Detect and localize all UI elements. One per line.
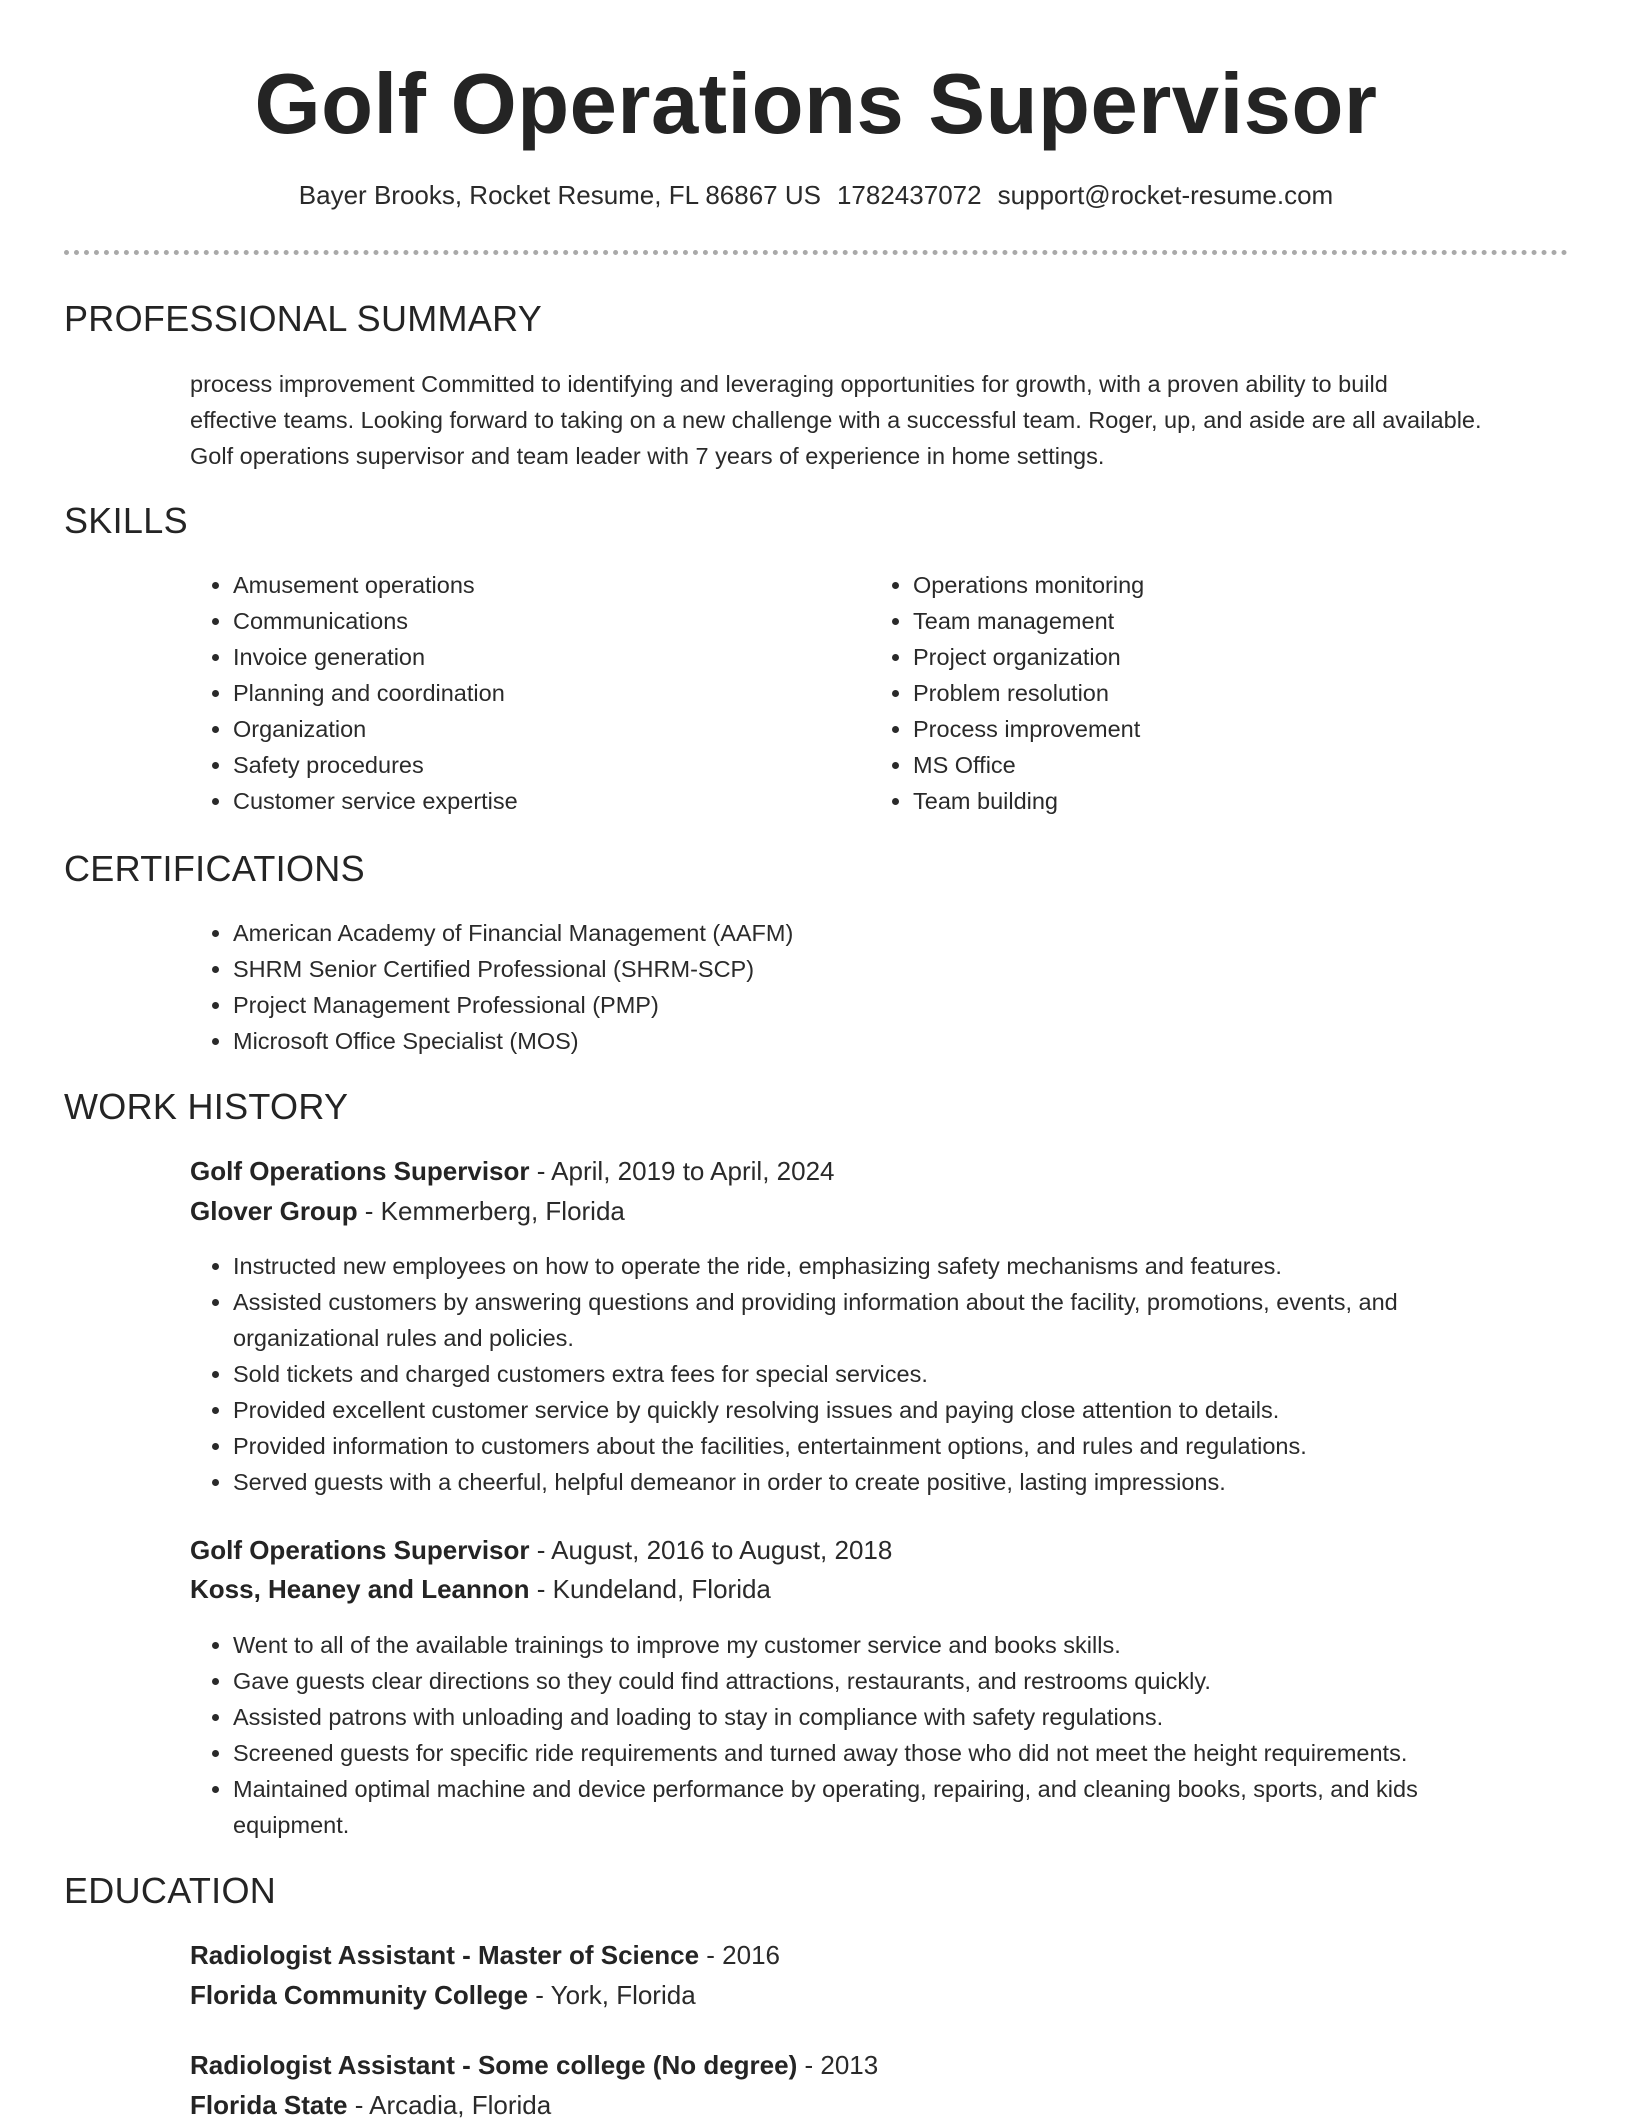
summary-text [190,366,1570,474]
certification-item: • Microsoft Office Specialist (MOS) [233,1023,793,1059]
section-title-education: EDUCATION [64,1870,277,1911]
education-school-line [190,1980,696,2011]
skill-item: • Planning and coordination [233,675,518,711]
skill-item: • Customer service expertise [233,783,518,819]
skill-item: • Team management [913,603,1144,639]
certification-item: • American Academy of Financial Management (AAFM) [233,915,793,951]
job-company: Glover Group [190,1196,358,1226]
job-bullet: • Served guests with a cheerful, helpful demeanor in order to create positive, lasting impressions. [233,1464,1563,1500]
section-title-summary: PROFESSIONAL SUMMARY [64,298,543,339]
skill-item: • Invoice generation [233,639,518,675]
education-school-line [190,2090,551,2121]
education-degree: Radiologist Assistant - Some college (No degree) [190,2050,798,2080]
skill-item: • Project organization [913,639,1144,675]
skills-list-right [870,567,1144,819]
job-bullet [233,1771,1563,1843]
skill-item: • MS Office [913,747,1144,783]
education-year: - 2013 [797,2050,879,2080]
job-title: Golf Operations Supervisor [190,1156,530,1186]
job-bullet-line: Assisted customers by answering questions and providing information about the facility, promotions, events, and [233,1289,1398,1315]
education-school: Florida Community College [190,1980,529,2010]
job-bullet-line: equipment. [233,1812,350,1838]
job-company-line [190,1196,625,1227]
education-degree-line [190,2050,878,2081]
education-degree-line [190,1940,780,1971]
summary-line: process improvement Committed to identifying and leveraging opportunities for growth, with a proven ability to build [190,371,1388,397]
job-location: - Kemmerberg, Florida [357,1196,625,1226]
contact-phone: 1782437072 [836,180,982,210]
certification-item: • Project Management Professional (PMP) [233,987,793,1023]
job-bullet: • Gave guests clear directions so they could find attractions, restaurants, and restrooms quickly. [233,1663,1563,1699]
job-bullet: • Went to all of the available trainings to improve my customer service and books skills. [233,1627,1563,1663]
education-degree: Radiologist Assistant - Master of Science [190,1940,700,1970]
job-bullet [233,1284,1563,1356]
job-bullet: • Sold tickets and charged customers extra fees for special services. [233,1356,1563,1392]
skill-item: • Organization [233,711,518,747]
skill-item: • Team building [913,783,1144,819]
job-title: Golf Operations Supervisor [190,1535,530,1565]
skills-list-left [190,567,518,819]
job-dates: - August, 2016 to August, 2018 [529,1535,893,1565]
skill-item: • Problem resolution [913,675,1144,711]
job-bullet: • Provided excellent customer service by quickly resolving issues and paying close attention to details. [233,1392,1563,1428]
job-dates: - April, 2019 to April, 2024 [529,1156,835,1186]
contact-line [0,180,1632,211]
skill-item: • Amusement operations [233,567,518,603]
resume-name-heading: Golf Operations Supervisor [254,57,1378,152]
skill-item: • Process improvement [913,711,1144,747]
job-bullet: • Screened guests for specific ride requirements and turned away those who did not meet the height requirements. [233,1735,1563,1771]
job-bullet: • Instructed new employees on how to operate the ride, emphasizing safety mechanisms and features. [233,1248,1563,1284]
job-bullet-line: organizational rules and policies. [233,1325,574,1351]
job-company-line [190,1574,771,1605]
header-divider [64,250,1568,255]
job-bullet-line: Maintained optimal machine and device performance by operating, repairing, and cleaning books, sports, and kids [233,1776,1418,1802]
contact-email: support@rocket-resume.com [997,180,1334,210]
section-title-skills: SKILLS [64,500,188,541]
education-location: - York, Florida [528,1980,696,2010]
job-title-line [190,1535,892,1566]
job-location: - Kundeland, Florida [529,1574,771,1604]
certification-item: • SHRM Senior Certified Professional (SHRM-SCP) [233,951,793,987]
job-bullet: • Assisted patrons with unloading and loading to stay in compliance with safety regulations. [233,1699,1563,1735]
job-title-line [190,1156,834,1187]
education-school: Florida State [190,2090,348,2120]
job-company: Koss, Heaney and Leannon [190,1574,530,1604]
section-title-certifications: CERTIFICATIONS [64,848,365,889]
skill-item: • Operations monitoring [913,567,1144,603]
skill-item: • Communications [233,603,518,639]
certifications-list [190,915,793,1059]
summary-line: effective teams. Looking forward to taking on a new challenge with a successful team. Roger, up, and aside are all available. [190,407,1482,433]
contact-address: Bayer Brooks, Rocket Resume, FL 86867 US [298,180,821,210]
education-location: - Arcadia, Florida [347,2090,552,2120]
job-bullets [190,1627,1563,1843]
section-title-work-history: WORK HISTORY [64,1086,349,1127]
summary-line: Golf operations supervisor and team leader with 7 years of experience in home settings. [190,443,1105,469]
job-bullets [190,1248,1563,1500]
education-year: - 2016 [699,1940,780,1970]
job-bullet: • Provided information to customers about the facilities, entertainment options, and rules and regulations. [233,1428,1563,1464]
skill-item: • Safety procedures [233,747,518,783]
